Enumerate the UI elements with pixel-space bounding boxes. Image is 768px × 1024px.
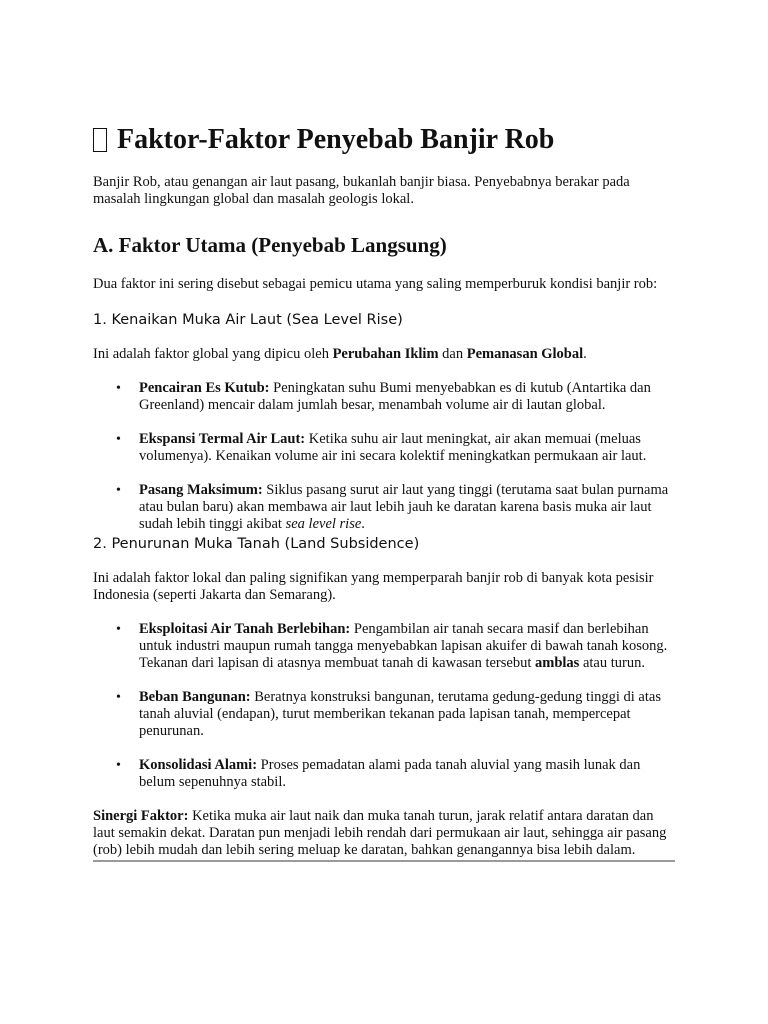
list-item <box>139 482 675 533</box>
sub1-intro-text-end: . <box>583 346 587 362</box>
page-title <box>93 122 675 158</box>
list-item-label: Konsolidasi Alami: <box>139 757 258 773</box>
sub1-intro <box>93 346 675 363</box>
list-item-label: Beban Bangunan: <box>139 689 251 705</box>
sub1-heading: 1. Kenaikan Muka Air Laut (Sea Level Rise) <box>93 312 403 328</box>
list-item <box>139 380 675 414</box>
horizontal-divider <box>93 860 675 862</box>
sub2-heading: 2. Penurunan Muka Tanah (Land Subsidence) <box>93 536 420 552</box>
sub1-intro-bold-1: Perubahan Iklim <box>332 346 439 362</box>
list-item-text: Peningkatan suhu Bumi menyebabkan es di kutub (Antartika dan Greenland) mencair dalam jumlah besar, menambah volume air di lautan global. <box>139 380 651 413</box>
list-item-text: Ketika suhu air laut meningkat, air akan memuai (meluas volumenya). Kenaikan volume air ini secara kolektif meningkatkan permukaan air laut. <box>139 431 647 464</box>
section-a-heading: A. Faktor Utama (Penyebab Langsung) <box>93 233 447 257</box>
list-item-label: Ekspansi Termal Air Laut: <box>139 431 306 447</box>
list-item <box>139 689 675 740</box>
list-item-label: Pasang Maksimum: <box>139 482 263 498</box>
missing-glyph-icon <box>93 128 107 152</box>
list-item <box>139 757 675 791</box>
page-title-text: Faktor-Faktor Penyebab Banjir Rob <box>117 124 555 155</box>
sub1-intro-text: Ini adalah faktor global yang dipicu oleh <box>93 346 333 362</box>
list-item-text: Siklus pasang surut air laut yang tinggi (terutama saat bulan purnama atau bulan baru) akan membawa air laut lebih jauh ke daratan karena basis muka air laut sudah lebih tinggi akibat <box>139 482 669 532</box>
intro-paragraph: Banjir Rob, atau genangan air laut pasang, bukanlah banjir biasa. Penyebabnya berakar pada masalah lingkungan global dan masalah geologis lokal. <box>93 174 630 207</box>
sub1-list <box>93 380 675 533</box>
list-item-text: Proses pemadatan alami pada tanah aluvial yang masih lunak dan belum sepenuhnya stabil. <box>139 757 641 790</box>
sub2-intro: Ini adalah faktor lokal dan paling signifikan yang memperparah banjir rob di banyak kota pesisir Indonesia (seperti Jakarta dan Semarang). <box>93 570 654 603</box>
list-item <box>139 621 675 672</box>
sinergi-text: Ketika muka air laut naik dan muka tanah turun, jarak relatif antara daratan dan laut semakin dekat. Daratan pun menjadi lebih rendah dari permukaan air laut, sehingga air pasang (rob) lebih mudah dan lebih sering meluap ke daratan, bahkan genangannya bisa lebih dalam. <box>93 808 667 858</box>
section-a-intro: Dua faktor ini sering disebut sebagai pemicu utama yang saling memperburuk kondisi banjir rob: <box>93 276 658 292</box>
sinergi-paragraph <box>93 808 675 859</box>
list-item-label: Eksploitasi Air Tanah Berlebihan: <box>139 621 351 637</box>
sub1-intro-text-mid: dan <box>438 346 467 362</box>
list-item-italic: sea level rise <box>285 516 362 532</box>
document-content <box>93 122 675 862</box>
list-item-text: Beratnya konstruksi bangunan, terutama gedung-gedung tinggi di atas tanah aluvial (endapan), turut memberikan tekanan pada lapisan tanah, mempercepat penurunan. <box>139 689 661 739</box>
sub1-intro-bold-2: Pemanasan Global <box>466 346 584 362</box>
list-item-tail: . <box>361 516 365 532</box>
list-item-bold: amblas <box>534 655 580 671</box>
list-item <box>139 431 675 465</box>
list-item-text: Pengambilan air tanah secara masif dan berlebihan untuk industri maupun rumah tangga menyebabkan lapisan akuifer di bawah tanah kosong. Tekanan dari lapisan di atasnya membuat tanah di kawasan tersebut <box>139 621 668 671</box>
sinergi-label: Sinergi Faktor: <box>93 808 189 824</box>
list-item-tail: atau turun. <box>579 655 645 671</box>
list-item-label: Pencairan Es Kutub: <box>139 380 270 396</box>
sub2-list <box>93 621 675 791</box>
